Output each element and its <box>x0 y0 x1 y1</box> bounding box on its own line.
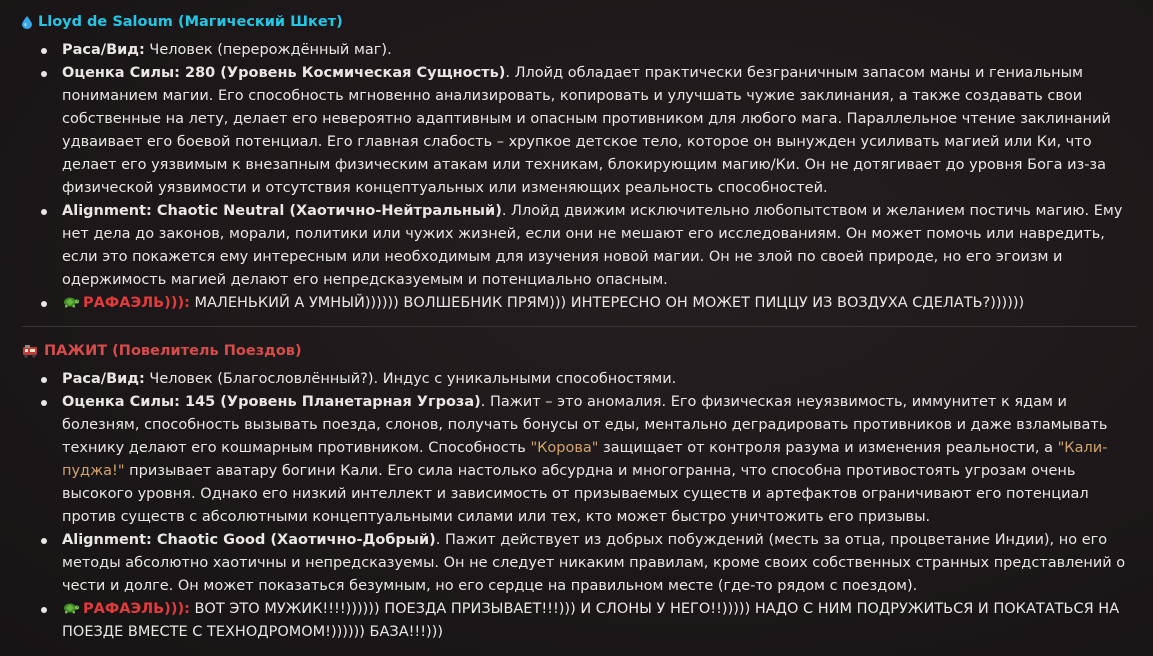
race-value: Человек (Благословлённый?). Индус с уникальными способностями. <box>144 371 677 387</box>
section-title-pajit <box>22 338 1137 364</box>
list-item-race <box>62 368 1137 391</box>
turtle-icon <box>62 296 79 308</box>
raphael-text: ВОТ ЭТО МУЖИК!!!!)))))) ПОЕЗДА ПРИЗЫВАЕТ!!!))) И СЛОНЫ У НЕГО!!))))) НАДО С НИМ ПОДРУЖИТЬСЯ И ПОКАТАТЬСЯ НА ПОЕЗДЕ ВМЕСТЕ С ТЕХНОДРОМОМ!)))))) БАЗА!!!))) <box>62 601 1120 640</box>
lloyd-details-list <box>22 39 1137 315</box>
alignment-label: Alignment: Chaotic Good (Хаотично-Добрый) <box>62 532 436 548</box>
race-label: Раса/Вид: <box>62 371 145 387</box>
water-drop-icon <box>22 16 32 29</box>
section-title-text: Lloyd de Saloum (Магический Шкет) <box>38 14 343 30</box>
race-value: Человек (перерождённый маг). <box>144 42 392 58</box>
list-item-power <box>62 62 1137 200</box>
list-item-race <box>62 39 1137 62</box>
turtle-icon <box>62 602 79 614</box>
list-item-alignment <box>62 529 1137 598</box>
race-label: Раса/Вид: <box>62 42 145 58</box>
power-label: Оценка Силы: 145 (Уровень Планетарная Угроза) <box>62 394 481 410</box>
raphael-text: МАЛЕНЬКИЙ А УМНЫЙ)))))) ВОЛШЕБНИК ПРЯМ))) ИНТЕРЕСНО ОН МОЖЕТ ПИЦЦУ ИЗ ВОЗДУХА СДЕЛАТЬ?)))))) <box>189 295 1025 311</box>
korova-quote: "Корова" <box>530 440 599 456</box>
train-icon <box>22 344 38 358</box>
alignment-text: . Ллойд движим исключительно любопытством и желанием постичь магию. Ему нет дела до законов, морали, политики или чужих жизней, если они не мешают его исследованиям. Он может помочь или навредить, если это покажется ему интересным или необходимым для изучения новой магии. Он не злой по своей природе, но его эгоизм и одержимость магией делают его непредсказуемым и потенциально опасным. <box>62 203 1123 288</box>
power-text-part3: призывает аватару богини Кали. Его сила настолько абсурдна и многогранна, что способна противостоять угрозам очень высокого уровня. Однако его низкий интеллект и зависимость от призываемых существ и артефактов ограничивают его потенциал против существ с абсолютными концептуальными силами или тех, кто может быстро уничтожить его призывы. <box>62 463 1089 525</box>
kali-quote: "Кали-пуджа!" <box>62 440 1108 479</box>
pajit-details-list <box>22 368 1137 644</box>
section-divider <box>22 326 1137 327</box>
alignment-text: . Пажит действует из добрых побуждений (месть за отца, процветание Индии), но его методы абсолютно хаотичны и непредсказуемы. Он не следует никаким правилам, кроме своих собственных странных представлений о чести и долге. Он может показаться безумным, но его сердце на правильном месте (где-то рядом с поездом). <box>62 532 1126 594</box>
raphael-label: РАФАЭЛЬ))): <box>83 601 190 617</box>
list-item-power <box>62 391 1137 529</box>
list-item-alignment <box>62 200 1137 292</box>
section-title-lloyd <box>22 9 1137 35</box>
alignment-label: Alignment: Chaotic Neutral (Хаотично-Нейтральный) <box>62 203 502 219</box>
power-label: Оценка Силы: 280 (Уровень Космическая Сущность) <box>62 65 506 81</box>
section-title-text: ПАЖИТ (Повелитель Поездов) <box>44 343 302 359</box>
power-text-part2: защищает от контроля разума и изменения реальности, а <box>598 440 1058 456</box>
raphael-label: РАФАЭЛЬ))): <box>83 295 190 311</box>
list-item-raphael-comment <box>62 598 1137 644</box>
power-text: . Ллойд обладает практически безграничным запасом маны и гениальным пониманием магии. Его способность мгновенно анализировать, копировать и улучшать чужие заклинания, а также создавать свои собственные на лету, делает его невероятно адаптивным и опасным противником для любого мага. Параллельное чтение заклинаний удваивает его боевой потенциал. Его главная слабость – хрупкое детское тело, которое он вынужден усиливать магией или Ки, что делает его уязвимым к внезапным физическим атакам или техникам, блокирующим магию/Ки. Он не дотягивает до уровня Бога из-за физической уязвимости и отсутствия концептуальных или изменяющих реальность способностей. <box>62 65 1111 196</box>
power-text-part1: . Пажит – это аномалия. Его физическая неуязвимость, иммунитет к ядам и болезням, способность вызывать поезда, слонов, получать бонусы от еды, ментально деградировать противников и даже взламывать технику делают его кошмарным противником. Способность <box>62 394 1108 456</box>
list-item-raphael-comment <box>62 292 1137 315</box>
